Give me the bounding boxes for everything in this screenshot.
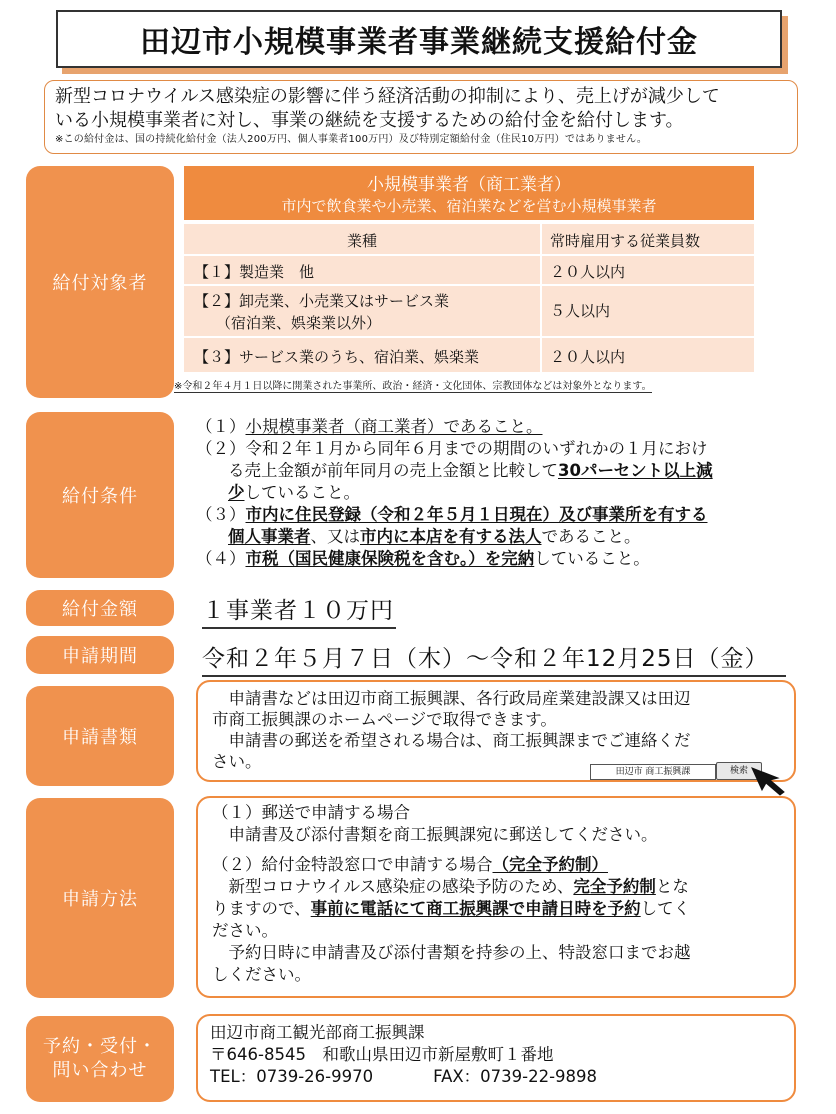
row-2-type-sub: （宿泊業、娯楽業以外） xyxy=(216,314,382,332)
documents-line-3: 申請書の郵送を希望される場合は、商工振興課までご連絡くだ xyxy=(212,731,691,750)
method-2-line-2-c: してく xyxy=(640,899,691,918)
method-1-text: 申請書及び添付書類を商工振興課宛に郵送してください。 xyxy=(212,825,658,844)
row-1-type: 【１】製造業 他 xyxy=(194,263,315,281)
label-eligible-text: 給付対象者 xyxy=(52,273,148,294)
method-text xyxy=(212,802,691,986)
table-row xyxy=(184,284,754,336)
label-contact-text-2: 問い合わせ xyxy=(52,1060,148,1081)
label-documents xyxy=(26,686,174,786)
search-input[interactable]: 田辺市 商工振興課 xyxy=(590,764,716,780)
condition-4-num: （４） xyxy=(196,549,246,568)
condition-2-line-1: （２）令和２年１月から同年６月までの期間のいずれかの１月におけ xyxy=(196,439,708,458)
method-2-line-5: しください。 xyxy=(212,965,311,984)
method-2-title xyxy=(212,854,691,876)
condition-3-line-2 xyxy=(228,526,641,547)
row-3-employees: ２０人以内 xyxy=(540,338,754,372)
condition-4-text-b: していること。 xyxy=(534,549,650,568)
method-2-title-b: （完全予約制） xyxy=(492,855,608,874)
contact-tel: TEL：0739-26-9970 xyxy=(210,1067,374,1086)
method-2-line-4: 予約日時に申請書及び添付書類を持参の上、特設窓口までお越 xyxy=(212,943,691,962)
intro-line-1: 新型コロナウイルス感染症の影響に伴う経済活動の抑制により、売上げが減少して xyxy=(55,86,720,107)
condition-4 xyxy=(196,548,650,569)
row-2-type: 【２】卸売業、小売業又はサービス業 xyxy=(194,292,450,310)
title-banner xyxy=(56,10,782,68)
condition-2-text-b: 30パーセント以上減 xyxy=(558,461,713,480)
condition-3-line-1 xyxy=(196,504,708,525)
documents-line-4: さい。 xyxy=(212,752,262,771)
label-eligible xyxy=(26,166,174,398)
eligible-table-header-row xyxy=(184,222,754,254)
condition-2-text-a: る売上金額が前年同月の売上金額と比較して xyxy=(228,461,558,480)
contact-text xyxy=(210,1022,597,1088)
eligible-table-heading xyxy=(184,166,754,220)
condition-2-line-3 xyxy=(228,482,360,503)
method-1-title: （１）郵送で申請する場合 xyxy=(212,803,410,822)
intro-box xyxy=(44,80,798,154)
label-contact xyxy=(26,1016,174,1102)
condition-3-text-e: であること。 xyxy=(541,527,641,546)
row-1-employees: ２０人以内 xyxy=(540,256,754,284)
label-method xyxy=(26,798,174,998)
label-documents-text: 申請書類 xyxy=(62,727,138,748)
condition-3-text-a: 市内に住民登録（令和２年５月１日現在）及び事業所を有する xyxy=(245,505,708,524)
condition-2-text-d: していること。 xyxy=(244,483,360,502)
documents-line-2: 市商工振興課のホームページで取得できます。 xyxy=(212,710,557,729)
table-row xyxy=(184,336,754,372)
condition-3-text-b: 個人事業者 xyxy=(228,527,311,546)
method-2-line-2-b: 事前に電話にて商工振興課で申請日時を予約 xyxy=(310,899,641,918)
method-2-line-1-b: 完全予約制 xyxy=(573,877,656,896)
label-conditions xyxy=(26,412,174,578)
search-button[interactable]: 検索 xyxy=(716,762,762,780)
col-header-employees: 常時雇用する従業員数 xyxy=(540,224,754,254)
contact-address: 〒646-8545 和歌山県田辺市新屋敷町１番地 xyxy=(210,1045,554,1064)
amount-value: １事業者１０万円 xyxy=(202,592,396,629)
row-2-employees: ５人以内 xyxy=(540,286,754,336)
condition-3-text-d: 市内に本店を有する法人 xyxy=(360,527,542,546)
label-method-text: 申請方法 xyxy=(62,889,138,910)
col-header-type: 業種 xyxy=(346,232,377,250)
condition-1-num: （１） xyxy=(196,417,246,436)
condition-3-num: （３） xyxy=(196,505,246,524)
eligible-heading-2: 市内で飲食業や小売業、宿泊業などを営む小規模事業者 xyxy=(281,197,657,215)
documents-line-1: 申請書などは田辺市商工振興課、各行政局産業建設課又は田辺 xyxy=(212,689,691,708)
condition-4-text-a: 市税（国民健康保険税を含む。）を完納 xyxy=(245,549,535,568)
label-contact-text-1: 予約・受付・ xyxy=(43,1036,157,1057)
condition-1 xyxy=(196,416,543,437)
method-2-line-1-c: とな xyxy=(655,877,689,896)
intro-note: ※この給付金は、国の持続化給付金（法人200万円、個人事業者100万円）及び特別定額給付金（住民10万円）ではありません。 xyxy=(55,134,648,145)
method-2-line-3: ださい。 xyxy=(212,921,278,940)
contact-phone-line xyxy=(210,1066,597,1088)
label-amount xyxy=(26,590,174,626)
eligible-table-note: ※令和２年４月１日以降に開業された事業所、政治・経済・文化団体、宗教団体などは対象外となります。 xyxy=(174,377,652,393)
method-2-title-a: （２）給付金特設窓口で申請する場合 xyxy=(212,855,493,874)
cursor-arrow-icon xyxy=(748,766,790,796)
label-conditions-text: 給付条件 xyxy=(62,486,138,507)
intro-line-2: いる小規模事業者に対し、事業の継続を支援するための給付金を給付します。 xyxy=(55,110,684,131)
method-2-line-1-a: 新型コロナウイルス感染症の感染予防のため、 xyxy=(212,877,574,896)
condition-3-text-c: 、又は xyxy=(310,527,360,546)
row-3-type: 【３】サービス業のうち、宿泊業、娯楽業 xyxy=(194,348,480,366)
method-2-line-2-a: りますので、 xyxy=(212,899,311,918)
page-title: 田辺市小規模事業者事業継続支援給付金 xyxy=(140,25,698,60)
method-2-line-2 xyxy=(212,898,691,920)
label-period-text: 申請期間 xyxy=(62,646,138,667)
label-amount-text: 給付金額 xyxy=(62,599,138,620)
condition-2-line-2 xyxy=(228,460,713,481)
documents-text xyxy=(212,688,691,772)
label-period xyxy=(26,636,174,674)
eligible-heading-1: 小規模事業者（商工業者） xyxy=(367,175,571,195)
contact-fax: FAX：0739-22-9898 xyxy=(433,1067,598,1086)
condition-2-text-c: 少 xyxy=(228,483,245,502)
period-value: 令和２年５月７日（木）～令和２年12月25日（金） xyxy=(202,640,786,677)
condition-1-text: 小規模事業者（商工業者）であること。 xyxy=(245,417,543,436)
method-2-line-1 xyxy=(212,876,691,898)
table-row xyxy=(184,254,754,284)
contact-dept: 田辺市商工観光部商工振興課 xyxy=(210,1023,425,1042)
